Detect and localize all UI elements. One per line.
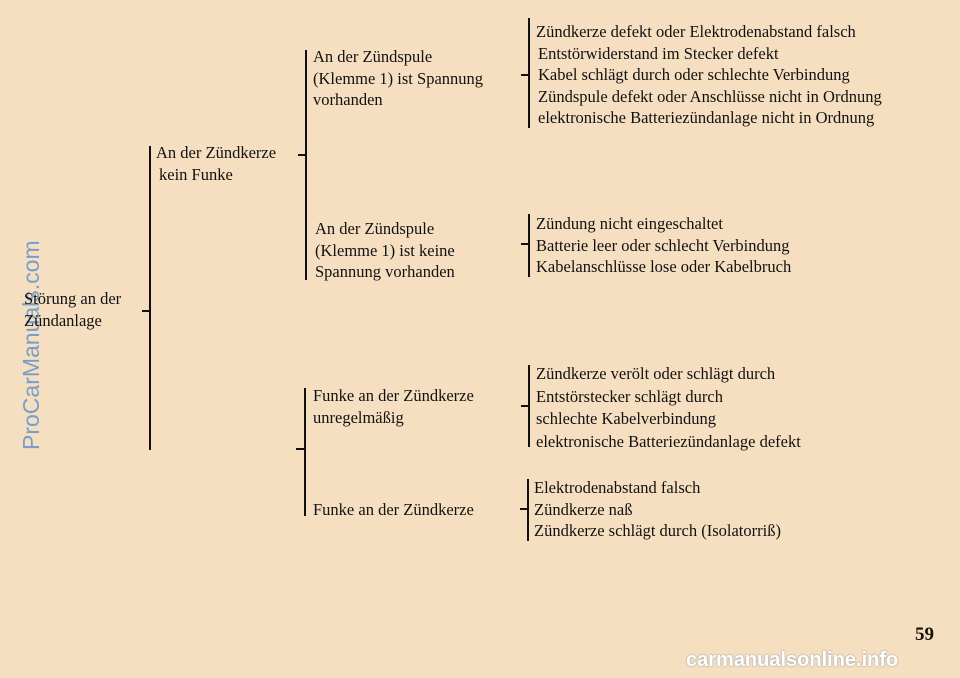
root-line: Störung an der	[24, 289, 122, 308]
root-node	[24, 288, 121, 331]
cause-item: Elektrodenabstand falsch	[534, 478, 701, 497]
cause-item: elektronische Batteriezündanlage nicht in Ordnung	[538, 108, 875, 127]
coil-bracket	[305, 50, 307, 280]
cause-list-3	[536, 363, 801, 452]
spark-node	[313, 499, 474, 521]
cause-item: elektronische Batteriezündanlage defekt	[536, 431, 801, 451]
level1-bracket	[149, 146, 151, 450]
node-line: An der Zündspule	[313, 47, 433, 66]
coil-voltage-present-node	[313, 46, 483, 111]
node-line: Funke an der Zündkerze	[313, 500, 474, 519]
group3-bracket	[528, 365, 530, 447]
root-line: Zündanlage	[24, 310, 102, 330]
procarmanuals-watermark: ProCarManuals.com	[18, 240, 44, 450]
cause-item: Kabelanschlüsse lose oder Kabelbruch	[536, 257, 792, 276]
node-line: An der Zündkerze	[156, 143, 277, 162]
node-line: (Klemme 1) ist keine	[315, 240, 455, 260]
cause-item: Entstörwiderstand im Stecker defekt	[538, 43, 779, 63]
irregular-spark-node	[313, 385, 474, 428]
carmanualsonline-watermark: carmanualsonline.info	[686, 649, 899, 671]
node-line: Spannung vorhanden	[315, 262, 455, 281]
group2-bracket	[528, 214, 530, 277]
node-line: (Klemme 1) ist Spannung	[313, 68, 484, 88]
cause-item: Kabel schlägt durch oder schlechte Verbindung	[538, 65, 850, 84]
node-line: vorhanden	[313, 90, 383, 109]
cause-list-4	[534, 477, 781, 542]
group1-bracket	[528, 18, 530, 128]
cause-item: Zündkerze verölt oder schlägt durch	[536, 364, 776, 383]
group4-bracket	[527, 479, 529, 541]
node-line: kein Funke	[159, 164, 233, 184]
no-spark-node	[156, 142, 276, 185]
cause-item: Batterie leer oder schlecht Verbindung	[536, 235, 790, 255]
coil-no-voltage-node	[315, 218, 455, 283]
cause-item: Zündspule defekt oder Anschlüsse nicht in Ordnung	[538, 86, 882, 106]
cause-item: Zündkerze defekt oder Elektrodenabstand falsch	[536, 22, 856, 41]
node-line: unregelmäßig	[313, 407, 404, 427]
cause-item: schlechte Kabelverbindung	[536, 409, 717, 428]
node-line: An der Zündspule	[315, 219, 435, 238]
spark-connector	[296, 448, 304, 450]
cause-list-1	[536, 21, 882, 129]
cause-list-2	[536, 213, 791, 278]
cause-item: Entstörstecker schlägt durch	[536, 386, 723, 406]
cause-item: Zündung nicht eingeschaltet	[536, 214, 723, 233]
cause-item: Zündkerze schlägt durch (Isolatorriß)	[534, 521, 781, 540]
spark-bracket	[304, 388, 306, 516]
cause-item: Zündkerze naß	[534, 499, 633, 519]
node-line: Funke an der Zündkerze	[313, 386, 474, 405]
page-number: 59	[915, 624, 934, 645]
